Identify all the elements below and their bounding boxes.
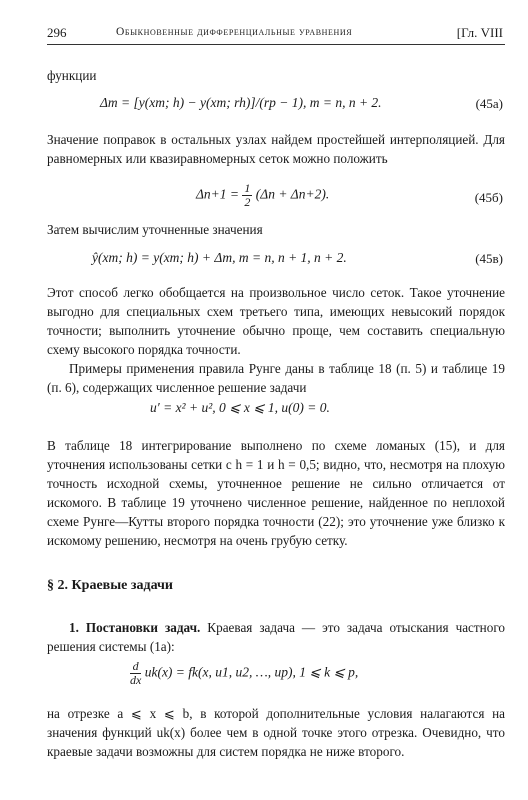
- fraction-numerator: 1: [244, 181, 251, 195]
- fraction-denominator: 2: [244, 195, 251, 209]
- paragraph-8: на отрезке a ⩽ x ⩽ b, в которой дополнительные условия налагаются на значения функций uk(x) более чем в одной точке этого отрезка. Очевидно, что краевые задачи возможны для систем порядка не ниже второго.: [47, 706, 505, 759]
- paragraph-5: Примеры применения правила Рунге даны в таблице 18 (п. 5) и таблице 19 (п. 6), содержащих численное решение задачи: [47, 361, 505, 395]
- equation-u: u′ = x² + u², 0 ⩽ x ⩽ 1, u(0) = 0.: [150, 400, 330, 415]
- running-title: Обыкновенные дифференциальные уравнения: [116, 26, 353, 38]
- paragraph-3: Затем вычислим уточненные значения: [47, 222, 263, 237]
- paragraph-1: функции: [47, 68, 97, 83]
- equation-45b-lhs: Δn+1 =: [196, 186, 240, 202]
- equation-45a: Δm = [y(xm; h) − y(xm; rh)]/(rp − 1), m = n, n + 2.: [100, 95, 382, 110]
- subsection-heading: 1. Постановки задач.: [69, 620, 201, 635]
- paragraph-7: [47, 618, 505, 656]
- derivative-denominator: dx: [130, 673, 142, 687]
- chapter-label: [Гл. VIII: [456, 25, 503, 40]
- equation-45a-number: (45а): [475, 96, 503, 111]
- derivative-fraction: [130, 660, 141, 687]
- equation-bvp-body: uk(x) = fk(x, u1, u2, …, up), 1 ⩽ k ⩽ p,: [144, 664, 359, 680]
- paragraph-2: Значение поправок в остальных узлах найдем простейшей интерполяцией. Для равномерных или квазиравномерных сеток можно положить: [47, 132, 505, 166]
- equation-45b-rhs: (Δn + Δn+2).: [255, 186, 330, 202]
- paragraph-6: В таблице 18 интегрирование выполнено по схеме ломаных (15), и для уточнения использованы сетки с h = 1 и h = 0,5; видно, что, несмотря на плохую точность исходной схемы, уточненное решение не сильно отличается от искомого. В таблице 19 уточнено численное решение, найденное по неплохой схеме Рунге—Кутты второго порядка точности (22); это уточнение уже близко к искомому решению, несмотря на очень грубую сетку.: [47, 438, 505, 548]
- fraction-half: [242, 182, 252, 209]
- header-rule: [47, 44, 505, 45]
- equation-45c: ŷ(xm; h) = y(xm; h) + Δm, m = n, n + 1, n + 2.: [92, 250, 347, 265]
- section-heading: § 2. Краевые задачи: [47, 578, 173, 593]
- equation-45b: [196, 182, 329, 209]
- equation-bvp: [130, 660, 358, 687]
- paragraph-7-text: Краевая задача — это задача отыскания частного решения системы (1а):: [47, 620, 505, 654]
- equation-45c-number: (45в): [475, 251, 503, 266]
- equation-45b-number: (45б): [474, 190, 503, 205]
- paragraph-4: Этот способ легко обобщается на произвольное число сеток. Такое уточнение выгодно для специальных схем третьего типа, имеющих невысокий порядок точности; выполнить уточнение обычно проще, чем составить специальную схему высокого порядка точности.: [47, 285, 505, 357]
- page-number: 296: [47, 25, 67, 40]
- derivative-numerator: d: [130, 660, 141, 674]
